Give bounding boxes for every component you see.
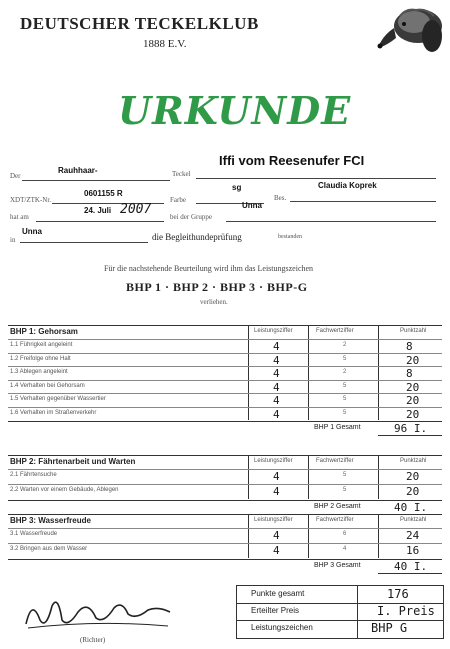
col-score-header: Leistungsziffer — [254, 328, 293, 334]
row-label: 1.2 Freifolge ohne Halt — [10, 355, 71, 362]
section-total-value: 40 I. — [394, 501, 428, 514]
section-total-label: BHP 1 Gesamt — [314, 424, 361, 431]
row-points: 20 — [406, 394, 420, 407]
group-value: Unna — [242, 201, 262, 210]
row-label: 1.1 Führigkeit angeleint — [10, 342, 73, 348]
levels-line: BHP 1 · BHP 2 · BHP 3 · BHP-G — [126, 280, 308, 294]
row-factor: 2 — [343, 342, 347, 348]
row-score: 4 — [273, 529, 280, 542]
place-value: Unna — [22, 227, 42, 236]
table-row — [8, 469, 442, 484]
section-total-value: 40 I. — [394, 560, 428, 573]
row-factor: 4 — [343, 546, 347, 552]
date-value: 24. Juli — [84, 206, 112, 215]
row-factor: 5 — [343, 396, 347, 402]
section-total-label: BHP 3 Gesamt — [314, 562, 361, 569]
teckel-label: Teckel — [172, 170, 191, 178]
col-factor-header: Fachwertziffer — [316, 458, 354, 464]
row-points: 8 — [406, 340, 413, 353]
col-points-header: Punktzahl — [400, 458, 427, 464]
row-points: 20 — [406, 353, 420, 367]
row-points: 20 — [406, 470, 420, 483]
row-points: 20 — [406, 407, 420, 421]
section-title: BHP 3: Wasserfreude — [10, 516, 91, 525]
col-score-header: Leistungsziffer — [254, 458, 293, 464]
owner-value: Claudia Koprek — [318, 181, 377, 190]
in-label: in — [10, 236, 16, 244]
row-points: 8 — [406, 367, 413, 380]
row-label: 1.3 Ablegen angeleint — [10, 369, 68, 375]
row-score: 4 — [273, 470, 280, 483]
total-points-label: Punkte gesamt — [251, 589, 305, 598]
col-factor-header: Fachwertziffer — [316, 328, 354, 334]
row-factor: 6 — [343, 531, 347, 537]
row-factor: 2 — [343, 369, 347, 375]
row-factor: 5 — [343, 472, 347, 478]
row-score: 4 — [273, 380, 280, 394]
club-name: DEUTSCHER TECKELKLUB — [20, 14, 259, 33]
row-points: 20 — [406, 485, 420, 498]
row-score: 4 — [273, 394, 280, 407]
club-founded: 1888 E.V. — [143, 38, 187, 50]
table-row — [8, 353, 442, 367]
row-label: 1.4 Verhalten bei Gehorsam — [10, 382, 85, 389]
exam-label: die Begleithundeprüfung — [152, 232, 242, 242]
row-factor: 5 — [343, 355, 347, 362]
row-label: 1.5 Verhalten gegenüber Wassertier — [10, 396, 106, 402]
verliehen-label: verliehen. — [200, 298, 228, 306]
summary-box — [236, 585, 444, 639]
group-label: bei der Gruppe — [170, 213, 212, 221]
der-label: Der — [10, 172, 21, 180]
passed-label: bestanden — [278, 234, 302, 240]
col-factor-header: Fachwertziffer — [316, 517, 354, 523]
table-row — [8, 339, 442, 353]
row-score: 4 — [273, 353, 280, 367]
row-score: 4 — [273, 407, 280, 421]
row-label: 1.6 Verhalten im Straßenverkehr — [10, 409, 97, 416]
row-label: 3.2 Bringen aus dem Wasser — [10, 546, 88, 552]
judge-role: (Richter) — [80, 636, 106, 644]
col-score-header: Leistungsziffer — [254, 517, 293, 523]
section-total-value: 96 I. — [394, 422, 428, 435]
row-factor: 5 — [343, 409, 347, 416]
row-factor: 5 — [343, 487, 347, 493]
prize-label: Erteilter Preis — [251, 606, 300, 615]
dog-name: Iffi vom Reesenufer FCI — [219, 153, 365, 168]
document-title: URKUNDE — [118, 88, 352, 133]
year-value: 2007 — [120, 202, 152, 217]
intro-line: Für die nachstehende Beurteilung wird ihm das Leistungszeichen — [104, 264, 314, 273]
row-label: 2.2 Warten vor einem Gebäude, Ablegen — [10, 487, 119, 493]
zb-label: XDT/ZTK-Nr. — [10, 196, 52, 204]
mark-value: BHP G — [371, 621, 408, 635]
table-row — [8, 366, 442, 380]
section-title: BHP 2: Fährtenarbeit und Warten — [10, 457, 136, 466]
total-points-value: 176 — [387, 587, 409, 601]
row-score: 4 — [273, 544, 280, 557]
col-points-header: Punktzahl — [400, 517, 427, 523]
row-factor: 5 — [343, 382, 347, 389]
prize-value: I. Preis — [377, 604, 435, 618]
owner-label: Bes. — [274, 194, 287, 202]
rating-value: sg — [232, 183, 242, 192]
row-score: 4 — [273, 367, 280, 380]
row-score: 4 — [273, 340, 280, 353]
mark-label: Leistungszeichen — [251, 623, 313, 632]
judge-signature-icon — [18, 590, 178, 636]
date-label: hat am — [10, 213, 29, 221]
row-label: 2.1 Fährtensuche — [10, 472, 57, 478]
dachshund-logo-icon — [374, 2, 448, 58]
row-points: 24 — [406, 529, 420, 542]
section-total-label: BHP 2 Gesamt — [314, 503, 361, 510]
row-label: 3.1 Wasserfreude — [10, 531, 58, 537]
breed-value: Rauhhaar- — [58, 166, 98, 175]
table-row — [8, 528, 442, 543]
row-points: 20 — [406, 380, 420, 394]
zb-number: 0601155 R — [84, 189, 123, 198]
row-score: 4 — [273, 485, 280, 498]
section-title: BHP 1: Gehorsam — [10, 327, 78, 336]
row-points: 16 — [406, 544, 420, 557]
sex-label: Farbe — [170, 196, 186, 204]
col-points-header: Punktzahl — [400, 328, 427, 334]
